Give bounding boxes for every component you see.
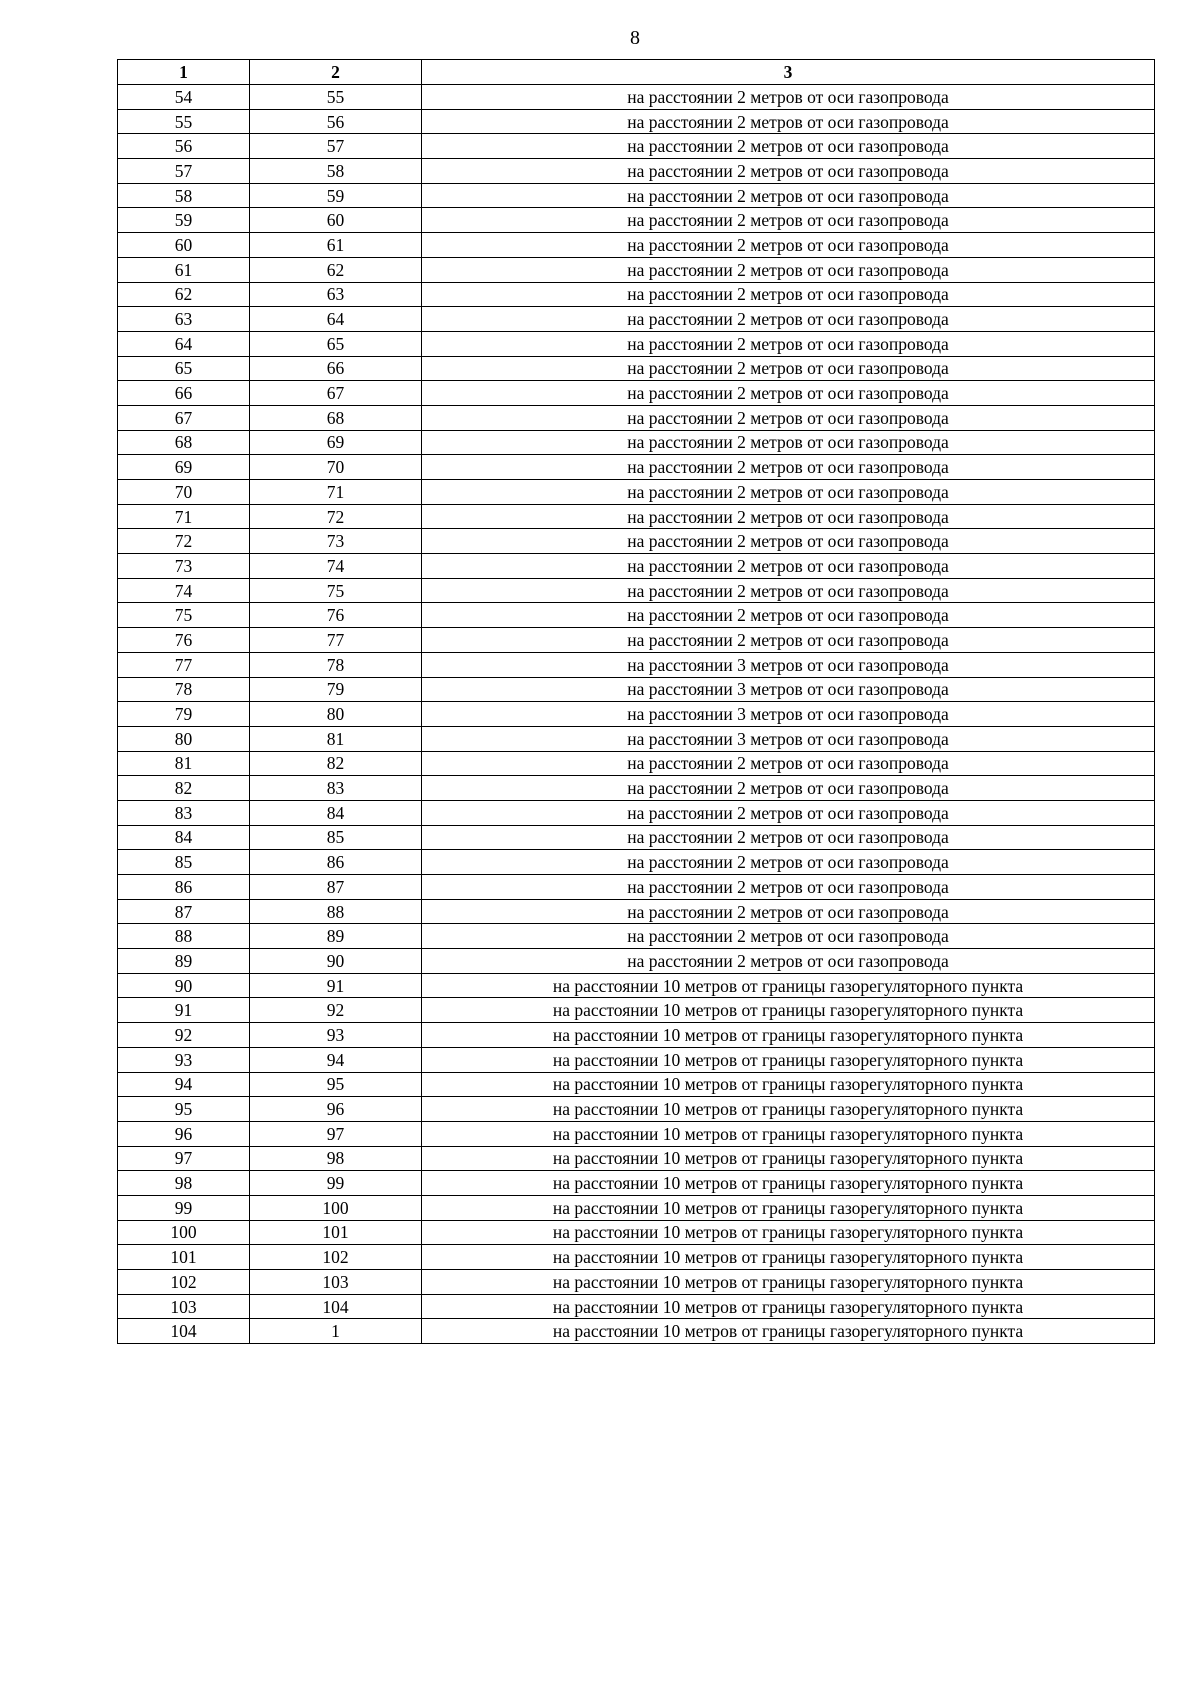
description-cell: на расстоянии 3 метров от оси газопровода xyxy=(422,652,1155,677)
description-cell: на расстоянии 2 метров от оси газопровода xyxy=(422,183,1155,208)
end-point-cell: 90 xyxy=(250,949,422,974)
table-row xyxy=(118,776,1155,801)
start-point-cell: 93 xyxy=(118,1047,250,1072)
table-row xyxy=(118,924,1155,949)
end-point-cell: 65 xyxy=(250,331,422,356)
table-row xyxy=(118,1072,1155,1097)
description-cell: на расстоянии 2 метров от оси газопровода xyxy=(422,430,1155,455)
description-cell: на расстоянии 2 метров от оси газопровода xyxy=(422,208,1155,233)
description-cell: на расстоянии 10 метров от границы газорегуляторного пункта xyxy=(422,1146,1155,1171)
table-row xyxy=(118,307,1155,332)
description-cell: на расстоянии 2 метров от оси газопровода xyxy=(422,85,1155,110)
description-cell: на расстоянии 2 метров от оси газопровода xyxy=(422,875,1155,900)
description-cell: на расстоянии 10 метров от границы газорегуляторного пункта xyxy=(422,1245,1155,1270)
table-row xyxy=(118,1245,1155,1270)
description-cell: на расстоянии 2 метров от оси газопровода xyxy=(422,825,1155,850)
start-point-cell: 96 xyxy=(118,1121,250,1146)
description-cell: на расстоянии 2 метров от оси газопровода xyxy=(422,381,1155,406)
start-point-cell: 98 xyxy=(118,1171,250,1196)
description-cell: на расстоянии 10 метров от границы газорегуляторного пункта xyxy=(422,1047,1155,1072)
column-header-3: 3 xyxy=(422,60,1155,85)
description-cell: на расстоянии 2 метров от оси газопровода xyxy=(422,554,1155,579)
end-point-cell: 81 xyxy=(250,726,422,751)
start-point-cell: 55 xyxy=(118,109,250,134)
end-point-cell: 101 xyxy=(250,1220,422,1245)
boundary-points-table xyxy=(117,59,1155,1344)
table-row xyxy=(118,998,1155,1023)
end-point-cell: 74 xyxy=(250,554,422,579)
description-cell: на расстоянии 2 метров от оси газопровода xyxy=(422,578,1155,603)
table-row xyxy=(118,159,1155,184)
table-row xyxy=(118,504,1155,529)
table-row xyxy=(118,677,1155,702)
end-point-cell: 92 xyxy=(250,998,422,1023)
end-point-cell: 77 xyxy=(250,628,422,653)
table-row xyxy=(118,800,1155,825)
description-cell: на расстоянии 10 метров от границы газорегуляторного пункта xyxy=(422,1097,1155,1122)
end-point-cell: 91 xyxy=(250,973,422,998)
table-row xyxy=(118,973,1155,998)
description-cell: на расстоянии 2 метров от оси газопровода xyxy=(422,159,1155,184)
end-point-cell: 70 xyxy=(250,455,422,480)
end-point-cell: 98 xyxy=(250,1146,422,1171)
start-point-cell: 74 xyxy=(118,578,250,603)
end-point-cell: 68 xyxy=(250,405,422,430)
description-cell: на расстоянии 2 метров от оси газопровода xyxy=(422,504,1155,529)
description-cell: на расстоянии 2 метров от оси газопровода xyxy=(422,800,1155,825)
end-point-cell: 64 xyxy=(250,307,422,332)
start-point-cell: 58 xyxy=(118,183,250,208)
table-row xyxy=(118,1171,1155,1196)
table-row xyxy=(118,1195,1155,1220)
table-header xyxy=(118,60,1155,85)
start-point-cell: 86 xyxy=(118,875,250,900)
start-point-cell: 71 xyxy=(118,504,250,529)
description-cell: на расстоянии 10 метров от границы газорегуляторного пункта xyxy=(422,1121,1155,1146)
end-point-cell: 59 xyxy=(250,183,422,208)
end-point-cell: 63 xyxy=(250,282,422,307)
end-point-cell: 94 xyxy=(250,1047,422,1072)
start-point-cell: 54 xyxy=(118,85,250,110)
start-point-cell: 80 xyxy=(118,726,250,751)
start-point-cell: 81 xyxy=(118,751,250,776)
table-row xyxy=(118,899,1155,924)
description-cell: на расстоянии 2 метров от оси газопровода xyxy=(422,233,1155,258)
table-row xyxy=(118,850,1155,875)
end-point-cell: 102 xyxy=(250,1245,422,1270)
start-point-cell: 99 xyxy=(118,1195,250,1220)
description-cell: на расстоянии 3 метров от оси газопровода xyxy=(422,702,1155,727)
description-cell: на расстоянии 2 метров от оси газопровода xyxy=(422,109,1155,134)
start-point-cell: 85 xyxy=(118,850,250,875)
end-point-cell: 76 xyxy=(250,603,422,628)
end-point-cell: 82 xyxy=(250,751,422,776)
table-row xyxy=(118,282,1155,307)
description-cell: на расстоянии 10 метров от границы газорегуляторного пункта xyxy=(422,1319,1155,1344)
header-row xyxy=(118,60,1155,85)
description-cell: на расстоянии 2 метров от оси газопровода xyxy=(422,405,1155,430)
start-point-cell: 84 xyxy=(118,825,250,850)
description-cell: на расстоянии 10 метров от границы газорегуляторного пункта xyxy=(422,998,1155,1023)
description-cell: на расстоянии 10 метров от границы газорегуляторного пункта xyxy=(422,1023,1155,1048)
description-cell: на расстоянии 2 метров от оси газопровода xyxy=(422,331,1155,356)
start-point-cell: 77 xyxy=(118,652,250,677)
description-cell: на расстоянии 2 метров от оси газопровода xyxy=(422,899,1155,924)
start-point-cell: 91 xyxy=(118,998,250,1023)
end-point-cell: 78 xyxy=(250,652,422,677)
table-row xyxy=(118,702,1155,727)
table-row xyxy=(118,455,1155,480)
end-point-cell: 80 xyxy=(250,702,422,727)
end-point-cell: 88 xyxy=(250,899,422,924)
end-point-cell: 96 xyxy=(250,1097,422,1122)
end-point-cell: 57 xyxy=(250,134,422,159)
end-point-cell: 1 xyxy=(250,1319,422,1344)
start-point-cell: 94 xyxy=(118,1072,250,1097)
start-point-cell: 72 xyxy=(118,529,250,554)
description-cell: на расстоянии 2 метров от оси газопровода xyxy=(422,529,1155,554)
description-cell: на расстоянии 2 метров от оси газопровода xyxy=(422,949,1155,974)
table-row xyxy=(118,1270,1155,1295)
start-point-cell: 76 xyxy=(118,628,250,653)
start-point-cell: 62 xyxy=(118,282,250,307)
end-point-cell: 93 xyxy=(250,1023,422,1048)
description-cell: на расстоянии 3 метров от оси газопровода xyxy=(422,677,1155,702)
description-cell: на расстоянии 2 метров от оси газопровода xyxy=(422,134,1155,159)
start-point-cell: 56 xyxy=(118,134,250,159)
description-cell: на расстоянии 2 метров от оси газопровода xyxy=(422,776,1155,801)
description-cell: на расстоянии 10 метров от границы газорегуляторного пункта xyxy=(422,1171,1155,1196)
table-row xyxy=(118,825,1155,850)
end-point-cell: 56 xyxy=(250,109,422,134)
start-point-cell: 59 xyxy=(118,208,250,233)
start-point-cell: 73 xyxy=(118,554,250,579)
start-point-cell: 66 xyxy=(118,381,250,406)
table-row xyxy=(118,628,1155,653)
table-row xyxy=(118,1319,1155,1344)
table-row xyxy=(118,1097,1155,1122)
end-point-cell: 100 xyxy=(250,1195,422,1220)
table-row xyxy=(118,1121,1155,1146)
end-point-cell: 86 xyxy=(250,850,422,875)
start-point-cell: 67 xyxy=(118,405,250,430)
description-cell: на расстоянии 10 метров от границы газорегуляторного пункта xyxy=(422,1195,1155,1220)
table-row xyxy=(118,554,1155,579)
start-point-cell: 95 xyxy=(118,1097,250,1122)
start-point-cell: 92 xyxy=(118,1023,250,1048)
end-point-cell: 84 xyxy=(250,800,422,825)
description-cell: на расстоянии 10 метров от границы газорегуляторного пункта xyxy=(422,1294,1155,1319)
table-row xyxy=(118,1294,1155,1319)
description-cell: на расстоянии 2 метров от оси газопровода xyxy=(422,356,1155,381)
end-point-cell: 58 xyxy=(250,159,422,184)
description-cell: на расстоянии 2 метров от оси газопровода xyxy=(422,480,1155,505)
end-point-cell: 62 xyxy=(250,257,422,282)
table-row xyxy=(118,1146,1155,1171)
table-row xyxy=(118,208,1155,233)
start-point-cell: 103 xyxy=(118,1294,250,1319)
description-cell: на расстоянии 2 метров от оси газопровода xyxy=(422,307,1155,332)
start-point-cell: 89 xyxy=(118,949,250,974)
table-row xyxy=(118,233,1155,258)
start-point-cell: 69 xyxy=(118,455,250,480)
start-point-cell: 70 xyxy=(118,480,250,505)
page-number: 8 xyxy=(630,27,640,49)
table-row xyxy=(118,85,1155,110)
description-cell: на расстоянии 2 метров от оси газопровода xyxy=(422,455,1155,480)
description-cell: на расстоянии 10 метров от границы газорегуляторного пункта xyxy=(422,973,1155,998)
description-cell: на расстоянии 10 метров от границы газорегуляторного пункта xyxy=(422,1220,1155,1245)
start-point-cell: 100 xyxy=(118,1220,250,1245)
table-row xyxy=(118,257,1155,282)
table-body xyxy=(118,85,1155,1344)
table-row xyxy=(118,875,1155,900)
start-point-cell: 101 xyxy=(118,1245,250,1270)
start-point-cell: 88 xyxy=(118,924,250,949)
table-row xyxy=(118,183,1155,208)
table-row xyxy=(118,480,1155,505)
table-row xyxy=(118,529,1155,554)
description-cell: на расстоянии 2 метров от оси газопровода xyxy=(422,924,1155,949)
start-point-cell: 65 xyxy=(118,356,250,381)
end-point-cell: 103 xyxy=(250,1270,422,1295)
end-point-cell: 55 xyxy=(250,85,422,110)
table-row xyxy=(118,652,1155,677)
table-row xyxy=(118,751,1155,776)
start-point-cell: 82 xyxy=(118,776,250,801)
description-cell: на расстоянии 3 метров от оси газопровода xyxy=(422,726,1155,751)
start-point-cell: 83 xyxy=(118,800,250,825)
start-point-cell: 90 xyxy=(118,973,250,998)
table-row xyxy=(118,134,1155,159)
start-point-cell: 78 xyxy=(118,677,250,702)
description-cell: на расстоянии 10 метров от границы газорегуляторного пункта xyxy=(422,1270,1155,1295)
end-point-cell: 85 xyxy=(250,825,422,850)
description-cell: на расстоянии 2 метров от оси газопровода xyxy=(422,257,1155,282)
table-row xyxy=(118,603,1155,628)
end-point-cell: 95 xyxy=(250,1072,422,1097)
table-row xyxy=(118,1220,1155,1245)
start-point-cell: 64 xyxy=(118,331,250,356)
end-point-cell: 87 xyxy=(250,875,422,900)
end-point-cell: 60 xyxy=(250,208,422,233)
table-row xyxy=(118,109,1155,134)
start-point-cell: 63 xyxy=(118,307,250,332)
end-point-cell: 75 xyxy=(250,578,422,603)
table-row xyxy=(118,1047,1155,1072)
description-cell: на расстоянии 2 метров от оси газопровода xyxy=(422,603,1155,628)
table-row xyxy=(118,331,1155,356)
start-point-cell: 75 xyxy=(118,603,250,628)
start-point-cell: 60 xyxy=(118,233,250,258)
table-row xyxy=(118,726,1155,751)
table-row xyxy=(118,578,1155,603)
end-point-cell: 73 xyxy=(250,529,422,554)
table-row xyxy=(118,430,1155,455)
end-point-cell: 104 xyxy=(250,1294,422,1319)
column-header-2: 2 xyxy=(250,60,422,85)
end-point-cell: 89 xyxy=(250,924,422,949)
description-cell: на расстоянии 2 метров от оси газопровода xyxy=(422,850,1155,875)
description-cell: на расстоянии 2 метров от оси газопровода xyxy=(422,282,1155,307)
start-point-cell: 68 xyxy=(118,430,250,455)
end-point-cell: 97 xyxy=(250,1121,422,1146)
table-row xyxy=(118,381,1155,406)
column-header-1: 1 xyxy=(118,60,250,85)
start-point-cell: 104 xyxy=(118,1319,250,1344)
start-point-cell: 87 xyxy=(118,899,250,924)
start-point-cell: 57 xyxy=(118,159,250,184)
start-point-cell: 79 xyxy=(118,702,250,727)
end-point-cell: 72 xyxy=(250,504,422,529)
table-row xyxy=(118,949,1155,974)
start-point-cell: 97 xyxy=(118,1146,250,1171)
end-point-cell: 69 xyxy=(250,430,422,455)
table-row xyxy=(118,405,1155,430)
description-cell: на расстоянии 2 метров от оси газопровода xyxy=(422,628,1155,653)
end-point-cell: 99 xyxy=(250,1171,422,1196)
end-point-cell: 71 xyxy=(250,480,422,505)
end-point-cell: 61 xyxy=(250,233,422,258)
description-cell: на расстоянии 10 метров от границы газорегуляторного пункта xyxy=(422,1072,1155,1097)
end-point-cell: 83 xyxy=(250,776,422,801)
start-point-cell: 61 xyxy=(118,257,250,282)
start-point-cell: 102 xyxy=(118,1270,250,1295)
end-point-cell: 67 xyxy=(250,381,422,406)
end-point-cell: 66 xyxy=(250,356,422,381)
description-cell: на расстоянии 2 метров от оси газопровода xyxy=(422,751,1155,776)
table-row xyxy=(118,356,1155,381)
table-row xyxy=(118,1023,1155,1048)
end-point-cell: 79 xyxy=(250,677,422,702)
